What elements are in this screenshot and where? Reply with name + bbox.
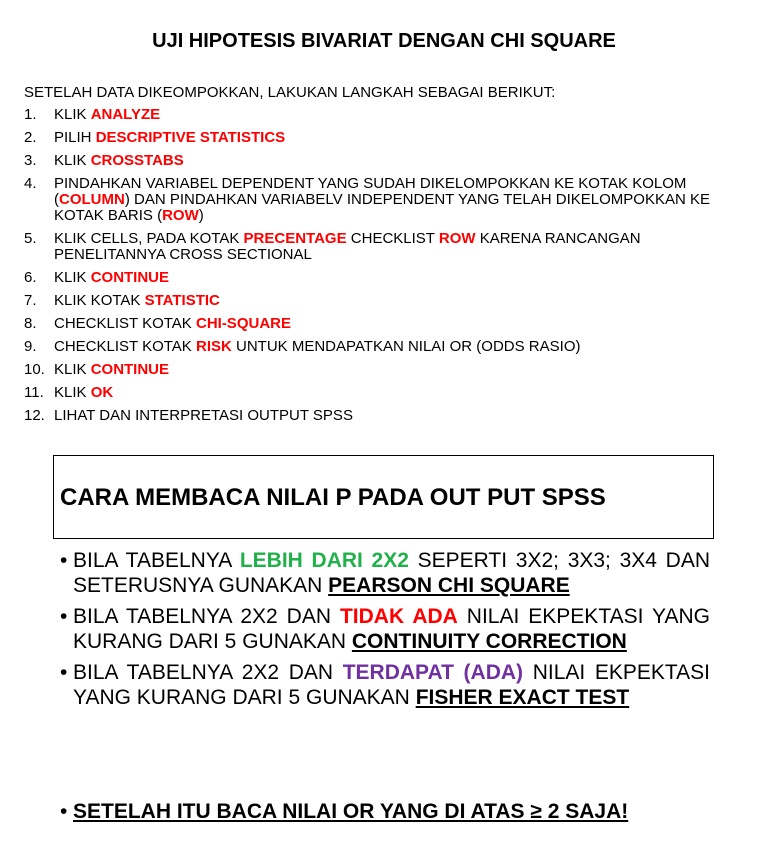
bullet-dot: • [60, 605, 68, 628]
step-number: 8. [24, 315, 37, 332]
bullet-dot: • [60, 549, 68, 572]
step-keyword: COLUMN [59, 191, 125, 208]
step-text-part: KLIK [54, 361, 91, 378]
step-keyword: STATISTIC [144, 292, 220, 309]
step-text-part: LIHAT DAN INTERPRETASI OUTPUT SPSS [54, 407, 353, 424]
bullet-text-part: BILA TABELNYA 2X2 DAN [73, 605, 340, 628]
bullet-highlight: LEBIH DARI 2X2 [239, 549, 409, 572]
step-keyword: CROSSTABS [90, 152, 184, 169]
step-item [24, 316, 739, 332]
step-number: 6. [24, 269, 37, 286]
bullet-text [73, 605, 710, 654]
step-text-part: CHECKLIST KOTAK [54, 315, 196, 332]
step-text-part: KLIK [54, 384, 91, 401]
bullet-list [60, 549, 710, 717]
step-item [24, 231, 739, 263]
step-keyword: RISK [195, 338, 232, 355]
steps-list [24, 107, 739, 431]
step-text [54, 339, 739, 355]
step-text [54, 408, 739, 424]
bullet-text-part: NILAI EKPEKTASI YANG KURANG DARI 5 GUNAKAN [73, 661, 711, 709]
step-text [54, 316, 739, 332]
step-number: 10. [24, 361, 45, 378]
page-title: UJI HIPOTESIS BIVARIAT DENGAN CHI SQUARE [152, 30, 616, 52]
bullet-text-part: NILAI EKPEKTASI YANG KURANG DARI 5 GUNAKAN [73, 605, 710, 653]
final-note [60, 800, 628, 824]
step-keyword: OK [90, 384, 114, 401]
step-text-part: KLIK CELLS, PADA KOTAK [54, 230, 244, 247]
step-text-part: KLIK KOTAK [54, 292, 145, 309]
step-item [24, 107, 739, 123]
step-number: 3. [24, 152, 37, 169]
step-text-part: UNTUK MENDAPATKAN NILAI OR (ODDS RASIO) [231, 338, 581, 355]
step-item [24, 408, 739, 424]
bullet-text-part: SEPERTI 3X2; 3X3; 3X4 DAN SETERUSNYA GUNAKAN [73, 549, 710, 597]
step-text [54, 270, 739, 286]
step-text-part: KLIK [54, 106, 91, 123]
step-keyword: ROW [438, 230, 476, 247]
step-number: 1. [24, 106, 37, 123]
step-number: 12. [24, 407, 45, 424]
step-number: 7. [24, 292, 37, 309]
bullet-item [60, 549, 710, 598]
step-item [24, 293, 739, 309]
step-number: 2. [24, 129, 37, 146]
final-note-text: SETELAH ITU BACA NILAI OR YANG DI ATAS ≥ 2 SAJA! [73, 800, 629, 823]
step-keyword: PRECENTAGE [243, 230, 347, 247]
step-item [24, 153, 739, 169]
step-item [24, 270, 739, 286]
step-text-part: KLIK [54, 269, 91, 286]
bullet-item [60, 661, 710, 710]
bullet-text [73, 549, 710, 598]
bullet-text-part: BILA TABELNYA [73, 549, 240, 572]
step-item [24, 339, 739, 355]
step-text [54, 362, 739, 378]
step-keyword: CONTINUE [90, 361, 170, 378]
step-number: 4. [24, 175, 37, 192]
step-text [54, 293, 739, 309]
step-text [54, 176, 739, 224]
step-text-part: CHECKLIST KOTAK [54, 338, 196, 355]
step-item [24, 385, 739, 401]
bullet-test-name: PEARSON CHI SQUARE [328, 573, 570, 597]
bullet-item [60, 605, 710, 654]
bullet-text [73, 661, 710, 710]
step-item [24, 176, 739, 224]
bullet-highlight: TERDAPAT (ADA) [342, 661, 524, 684]
bullet-dot: • [60, 800, 68, 823]
step-text-part: ) DAN PINDAHKAN VARIABELV INDEPENDENT YANG TELAH DIKELOMPOKKAN KE KOTAK BARIS ( [54, 191, 710, 224]
bullet-highlight: TIDAK ADA [339, 605, 458, 628]
step-keyword: CONTINUE [90, 269, 170, 286]
heading-box [53, 455, 714, 539]
step-text-part: CHECKLIST [346, 230, 439, 247]
step-text-part: PINDAHKAN VARIABEL DEPENDENT YANG SUDAH DIKELOMPOKKAN KE KOTAK KOLOM ( [54, 175, 687, 208]
step-text-part: KARENA RANCANGAN PENELITANNYA CROSS SECTIONAL [54, 230, 641, 263]
step-text [54, 130, 739, 146]
step-keyword: CHI-SQUARE [195, 315, 291, 332]
step-text [54, 153, 739, 169]
step-keyword: ANALYZE [90, 106, 161, 123]
bullet-test-name: CONTINUITY CORRECTION [351, 629, 627, 653]
intro-text: SETELAH DATA DIKEOMPOKKAN, LAKUKAN LANGKAH SEBAGAI BERIKUT: [24, 84, 556, 101]
bullet-dot: • [60, 661, 68, 684]
bullet-text-part: BILA TABELNYA 2X2 DAN [73, 661, 343, 684]
step-keyword: DESCRIPTIVE STATISTICS [95, 129, 286, 146]
bullet-test-name: FISHER EXACT TEST [415, 685, 630, 709]
step-text [54, 385, 739, 401]
step-keyword: ROW [162, 207, 199, 224]
step-text-part: PILIH [54, 129, 96, 146]
step-item [24, 362, 739, 378]
box-title: CARA MEMBACA NILAI P PADA OUT PUT SPSS [60, 484, 606, 511]
step-text-part: KLIK [54, 152, 91, 169]
step-number: 9. [24, 338, 37, 355]
step-text [54, 231, 739, 263]
step-text-part: ) [198, 207, 204, 224]
step-number: 5. [24, 230, 37, 247]
step-number: 11. [24, 384, 44, 401]
step-text [54, 107, 739, 123]
step-item [24, 130, 739, 146]
